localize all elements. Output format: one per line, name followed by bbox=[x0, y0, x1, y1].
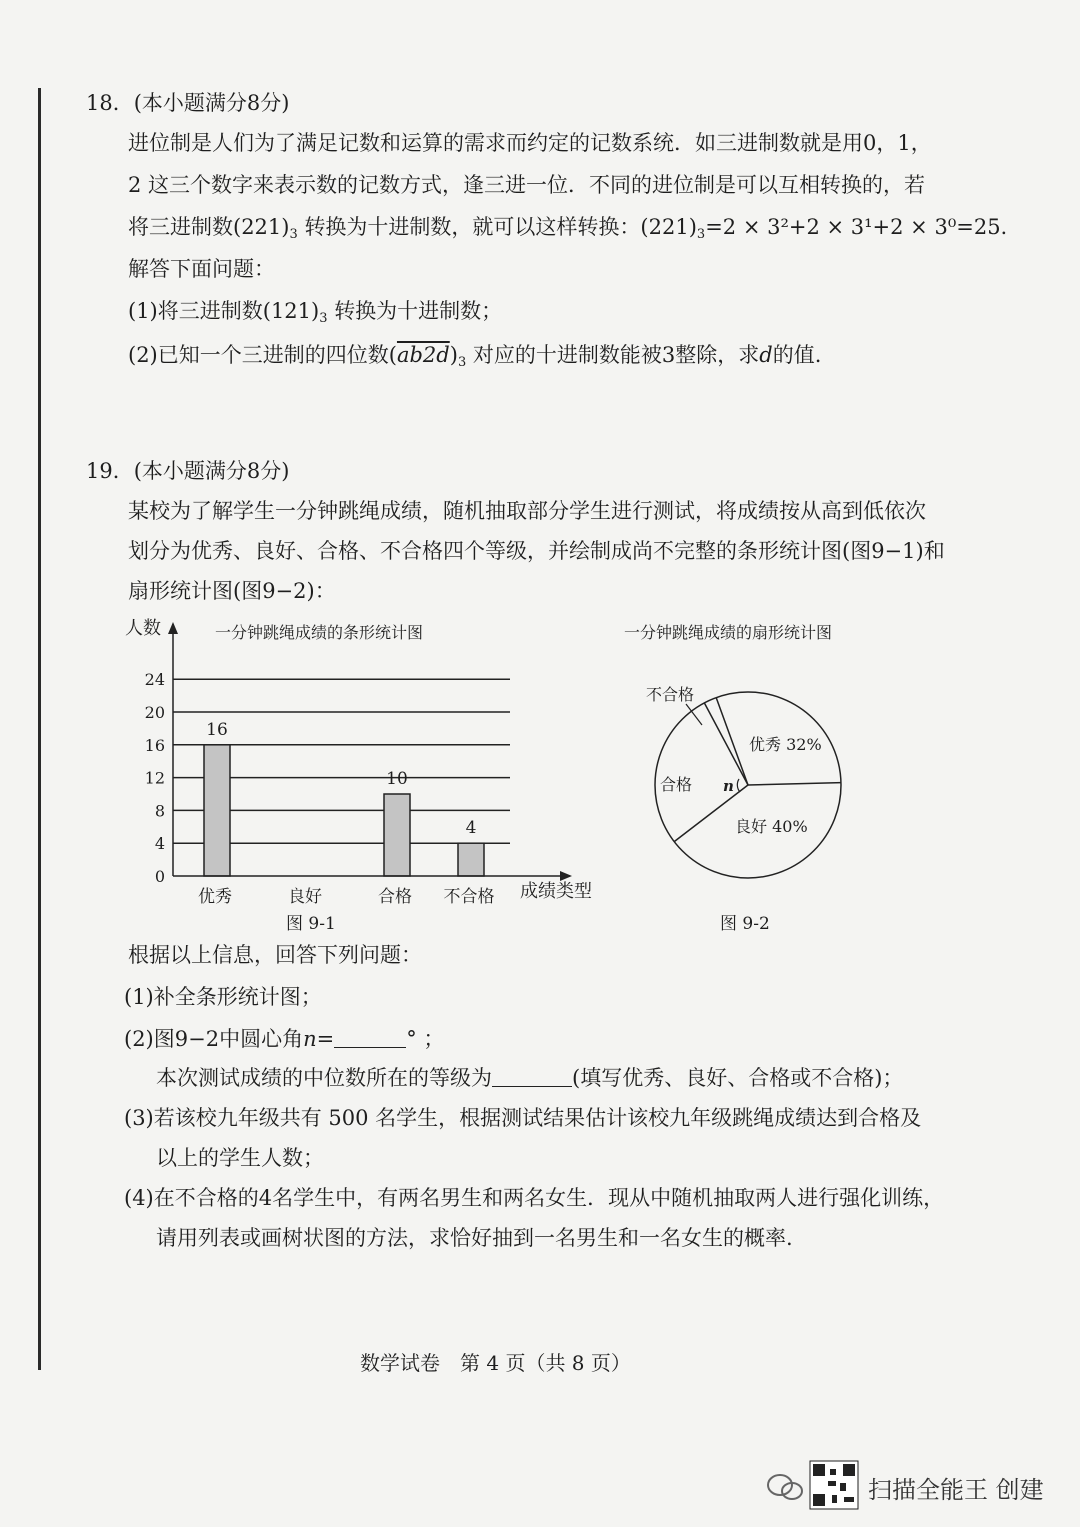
x-tick-label: 良好 bbox=[288, 887, 322, 907]
q19-line1: 某校为了解学生一分钟跳绳成绩，随机抽取部分学生进行测试，将成绩按从高到低依次 bbox=[128, 499, 926, 523]
x-tick-label: 优秀 bbox=[198, 887, 232, 907]
pie-radius bbox=[716, 698, 748, 785]
q19-part3-line2: 以上的学生人数； bbox=[156, 1146, 324, 1170]
q19-part2-line2: 本次测试成绩的中位数所在的等级为 (填写优秀、良好、合格或不合格)； bbox=[156, 1066, 904, 1090]
x-tick-label: 合格 bbox=[378, 887, 412, 907]
q19-line2: 划分为优秀、良好、合格、不合格四个等级，并绘制成尚不完整的条形统计图(图9−1)和 bbox=[128, 539, 945, 563]
q19-after: 根据以上信息，回答下列问题： bbox=[128, 943, 422, 967]
y-tick-label: 8 bbox=[154, 801, 165, 821]
margin-line bbox=[38, 88, 41, 1370]
bar-3 bbox=[458, 843, 484, 876]
q19-title: 19．(本小题满分8分) bbox=[86, 459, 290, 483]
q19-part2: (2)图9−2中圆心角n= ° ； bbox=[124, 1027, 445, 1051]
bar-chart-title: 一分钟跳绳成绩的条形统计图 bbox=[215, 623, 424, 642]
y-axis-arrow bbox=[168, 622, 178, 634]
y-tick-label: 20 bbox=[144, 703, 165, 722]
q19-part4-line1: (4)在不合格的4名学生中，有两名男生和两名女生．现从中随机抽取两人进行强化训练， bbox=[124, 1186, 945, 1210]
bar-data-label: 4 bbox=[465, 818, 477, 839]
answer-blank-median[interactable] bbox=[492, 1066, 572, 1087]
q18-line4: 解答下面问题： bbox=[128, 257, 275, 281]
q18-line1: 进位制是人们为了满足记数和运算的需求而约定的记数系统．如三进制数就是用0，1， bbox=[128, 131, 932, 155]
pie-chart-title: 一分钟跳绳成绩的扇形统计图 bbox=[624, 623, 833, 642]
y-tick-label: 12 bbox=[144, 768, 165, 788]
q18-part1: (1)将三进制数$(121)_3$ 转换为十进制数； bbox=[128, 299, 503, 326]
bar-data-label: 10 bbox=[386, 769, 408, 789]
answer-blank-n[interactable] bbox=[334, 1027, 406, 1048]
y-tick-label: 4 bbox=[154, 834, 165, 854]
q19-part4-line2: 请用列表或画树状图的方法，求恰好抽到一名男生和一名女生的概率. bbox=[156, 1226, 793, 1250]
x-axis-arrow bbox=[560, 871, 572, 881]
bar-data-label: 16 bbox=[206, 719, 228, 740]
q19-part3-line1: (3)若该校九年级共有 500 名学生，根据测试结果估计该校九年级跳绳成绩达到合格及 bbox=[124, 1106, 922, 1130]
angle-n-arc bbox=[737, 779, 740, 792]
bar-chart-ylabel: 人数 bbox=[125, 618, 161, 639]
x-tick-label: 不合格 bbox=[443, 887, 495, 907]
y-tick-label: 16 bbox=[144, 735, 165, 755]
pie-radius bbox=[748, 783, 841, 785]
q19-part1: (1)补全条形统计图； bbox=[124, 985, 322, 1009]
page-footer: 数学试卷 第 4 页（共 8 页） bbox=[360, 1351, 631, 1375]
pie-radius bbox=[704, 703, 748, 785]
y-tick-label: 0 bbox=[154, 867, 165, 886]
bar-2 bbox=[384, 794, 410, 876]
q19-line3: 扇形统计图(图9−2)： bbox=[128, 579, 336, 603]
q18-line3: 将三进制数$(221)_3$ 转换为十进制数，就可以这样转换：$(221)_3=2 \times 3^2+2 \times 3^1+2 \times 3^0=25$. bbox=[128, 215, 1008, 242]
angle-n-label: n bbox=[723, 777, 734, 795]
pie-slice-label: 良好 40% bbox=[735, 817, 808, 836]
watermark-text: 扫描全能王 创建 bbox=[868, 1476, 1044, 1504]
pie-chart bbox=[610, 610, 910, 940]
qr-code-icon bbox=[810, 1461, 858, 1509]
bar-chart-xlabel: 成绩类型 bbox=[520, 881, 592, 902]
pie-chart-caption: 图 9-2 bbox=[720, 914, 770, 934]
pie-slice-label: 优秀 32% bbox=[749, 735, 822, 754]
y-tick-label: 24 bbox=[144, 670, 165, 690]
bar-0 bbox=[204, 745, 230, 876]
q18-line2: 2 这三个数字来表示数的记数方式，逢三进一位．不同的进位制是可以互相转换的，若 bbox=[128, 173, 926, 197]
q18-part2: (2)已知一个三进制的四位数$(ab2d)_3$ 对应的十进制数能被3整除，求d的值. bbox=[128, 343, 822, 370]
pie-slice-label: 合格 bbox=[660, 775, 693, 794]
q18-title: 18．(本小题满分8分) bbox=[86, 91, 290, 115]
bar-chart bbox=[100, 610, 600, 940]
pie-slice-label: 不合格 bbox=[646, 685, 695, 704]
wechat-icon bbox=[768, 1475, 802, 1499]
bar-chart-caption: 图 9-1 bbox=[286, 914, 336, 934]
